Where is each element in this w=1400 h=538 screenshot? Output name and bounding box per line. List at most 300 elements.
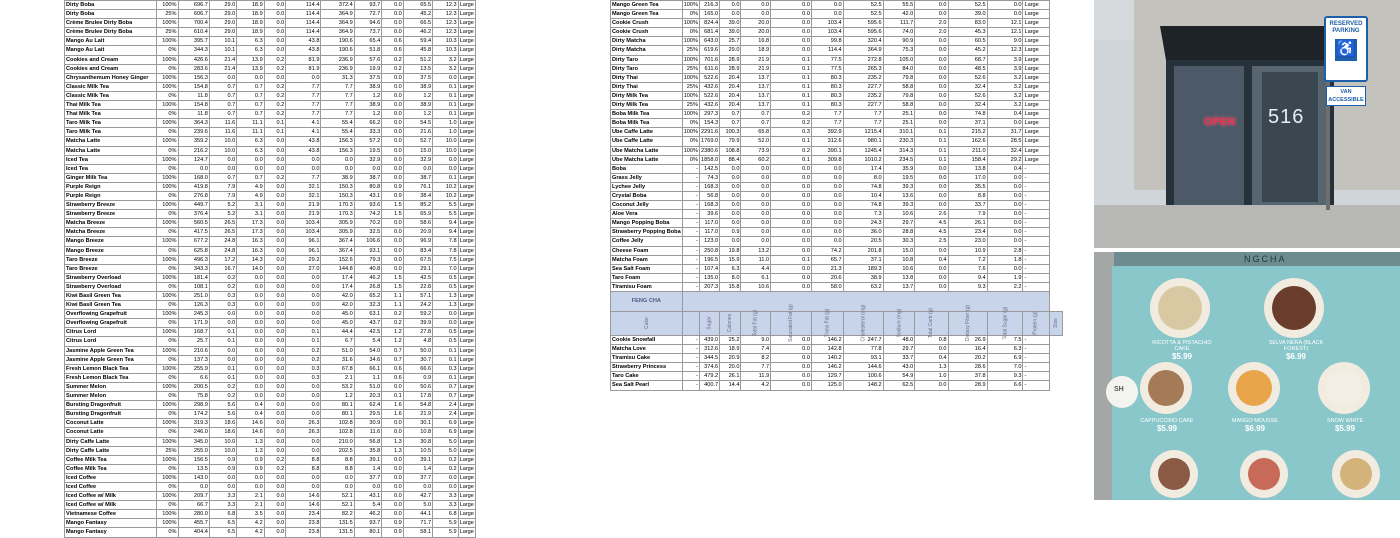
- value-cell: 0.0: [264, 346, 286, 355]
- value-cell: 0.4: [237, 410, 264, 419]
- value-cell: 7.7: [843, 110, 883, 119]
- value-cell: 80.1: [321, 410, 354, 419]
- value-cell: 5.0: [433, 437, 458, 446]
- value-cell: 57.2: [354, 137, 382, 146]
- value-cell: 2.4: [433, 410, 458, 419]
- value-cell: 426.6: [178, 55, 209, 64]
- value-cell: Large: [459, 147, 474, 154]
- item-name-cell: Sea Salt Pearl: [611, 381, 683, 390]
- value-cell: 0.0: [264, 528, 286, 537]
- value-cell: 39.0: [720, 28, 741, 37]
- value-cell: 26.5: [209, 228, 236, 237]
- value-cell: 13.9: [237, 55, 264, 64]
- value-cell: 611.6: [700, 64, 720, 73]
- value-cell: 0.0: [433, 155, 458, 164]
- value-cell: 0.0: [237, 301, 264, 310]
- value-cell: 0.0: [382, 146, 404, 155]
- value-cell: 200.5: [178, 382, 209, 391]
- value-cell: 93.6: [354, 201, 382, 210]
- value-cell: 137.3: [178, 355, 209, 364]
- value-cell: 0.0: [811, 10, 843, 19]
- left-table-row: [65, 337, 476, 346]
- value-cell: 8.0: [843, 173, 883, 182]
- value-cell: 21.9: [286, 210, 321, 219]
- value-cell: 7.7: [741, 363, 771, 372]
- cake-header-label: Sodium (mg): [895, 309, 902, 338]
- value-cell: 1.3: [237, 437, 264, 446]
- value-cell: 37.1: [843, 255, 883, 264]
- value-cell: 4.4: [741, 264, 771, 273]
- value-cell: 6.3: [237, 146, 264, 155]
- value-cell: 344.5: [700, 354, 720, 363]
- value-cell: 345.0: [178, 437, 209, 446]
- value-cell: 20.0: [720, 363, 741, 372]
- value-cell: 100%: [683, 56, 698, 63]
- menu-item-price: $5.99: [1171, 352, 1193, 361]
- value-cell: 32.5: [354, 228, 382, 237]
- value-cell: Large: [459, 138, 474, 145]
- value-cell: 0.1: [433, 346, 458, 355]
- value-cell: 10.6: [883, 210, 915, 219]
- left-table-row: [65, 91, 476, 100]
- value-cell: 0.0: [237, 273, 264, 282]
- value-cell: 3.2: [987, 101, 1023, 110]
- value-cell: 0.0: [237, 310, 264, 319]
- left-table-row: [65, 355, 476, 364]
- middle-table-row: [611, 28, 1063, 37]
- value-cell: 11.6: [209, 128, 236, 137]
- value-cell: 1.4: [354, 464, 382, 473]
- left-table-row: [65, 155, 476, 164]
- store-number-text: 516: [1268, 106, 1305, 128]
- value-cell: 32.1: [286, 182, 321, 191]
- value-cell: 0.0: [264, 228, 286, 237]
- item-name-cell: Iced Coffee: [65, 473, 157, 482]
- value-cell: 0.6: [382, 364, 404, 373]
- value-cell: 52.1: [321, 492, 354, 501]
- value-cell: 1.0: [433, 128, 458, 137]
- value-cell: 432.6: [700, 82, 720, 91]
- value-cell: 171.9: [178, 319, 209, 328]
- menu-item-snow-white: [1312, 418, 1378, 433]
- value-cell: 20.6: [811, 273, 843, 282]
- value-cell: 54.8: [403, 401, 432, 410]
- value-cell: Large: [459, 83, 474, 90]
- left-table-row: [65, 219, 476, 228]
- value-cell: 3.9: [987, 55, 1023, 64]
- value-cell: 0.0: [741, 228, 771, 237]
- cake-header-cell: [1023, 312, 1049, 336]
- item-name-cell: Dirty Matcha: [611, 37, 683, 46]
- value-cell: 0.0: [771, 164, 812, 173]
- item-name-cell: Boba Milk Tea: [611, 110, 683, 119]
- value-cell: 114.4: [286, 19, 321, 28]
- value-cell: 6.3: [237, 37, 264, 46]
- left-table-row: [65, 510, 476, 519]
- value-cell: 63.2: [843, 282, 883, 291]
- item-name-cell: Chrysanthemum Honey Ginger: [65, 73, 157, 82]
- value-cell: -: [682, 381, 699, 390]
- value-cell: Large: [459, 520, 474, 527]
- value-cell: 19.5: [354, 146, 382, 155]
- menu-item-price: $6.99: [1244, 424, 1266, 433]
- value-cell: 1.9: [987, 273, 1023, 282]
- cake-header-cell: [915, 308, 948, 339]
- value-cell: 0%: [156, 410, 178, 419]
- value-cell: 0.0: [811, 173, 843, 182]
- value-cell: 432.6: [700, 101, 720, 110]
- value-cell: 0.0: [237, 355, 264, 364]
- value-cell: 0.0: [771, 264, 812, 273]
- value-cell: 38.7: [354, 173, 382, 182]
- value-cell: 0.0: [264, 37, 286, 46]
- value-cell: 168.0: [178, 173, 209, 182]
- value-cell: 18.9: [720, 345, 741, 354]
- value-cell: 51.8: [354, 46, 382, 55]
- value-cell: 0%: [156, 319, 178, 328]
- value-cell: 0.0: [264, 182, 286, 191]
- value-cell: 0.7: [237, 91, 264, 100]
- value-cell: 0.0: [382, 255, 404, 264]
- value-cell: Large: [459, 202, 474, 209]
- value-cell: 0.1: [771, 64, 812, 73]
- value-cell: -: [682, 363, 699, 372]
- value-cell: 96.1: [286, 237, 321, 246]
- middle-table-row: [611, 119, 1063, 128]
- menu-item-cappuccino: [1134, 418, 1200, 433]
- value-cell: 0.0: [741, 210, 771, 219]
- value-cell: 56.8: [354, 437, 382, 446]
- value-cell: 100%: [156, 473, 178, 482]
- value-cell: 15.0: [403, 146, 432, 155]
- value-cell: 30.3: [883, 237, 915, 246]
- value-cell: 207.3: [700, 282, 720, 291]
- value-cell: 32.3: [354, 301, 382, 310]
- item-name-cell: Strawberry Popping Boba: [612, 229, 681, 236]
- left-table-row: [65, 82, 476, 91]
- middle-table-row: [611, 37, 1063, 46]
- value-cell: 216.2: [178, 146, 209, 155]
- value-cell: -: [682, 273, 699, 282]
- value-cell: 10.6: [741, 282, 771, 291]
- item-name-cell: Lychee Jelly: [611, 182, 683, 191]
- value-cell: 18.6: [209, 428, 236, 437]
- item-name-cell: Strawberry Breeze: [65, 201, 157, 210]
- value-cell: Large: [1023, 64, 1049, 73]
- value-cell: 10.0: [433, 146, 458, 155]
- value-cell: 68.7: [948, 55, 987, 64]
- value-cell: Large: [459, 329, 474, 336]
- value-cell: 0%: [156, 246, 178, 255]
- value-cell: 140.2: [811, 354, 843, 363]
- value-cell: 22.8: [403, 282, 432, 291]
- value-cell: 17.8: [403, 392, 432, 401]
- item-name-cell: Dirty Milk Tea: [611, 101, 683, 110]
- value-cell: 0.2: [209, 382, 236, 391]
- value-cell: 80.3: [811, 82, 843, 91]
- value-cell: 40.8: [354, 264, 382, 273]
- value-cell: 0.0: [178, 164, 209, 173]
- left-table-row: [65, 246, 476, 255]
- value-cell: Large: [1023, 1, 1049, 10]
- value-cell: 0.0: [209, 346, 236, 355]
- cake-header-cell: [1049, 312, 1062, 336]
- value-cell: 62.4: [354, 401, 382, 410]
- value-cell: 0.0: [741, 219, 771, 228]
- value-cell: 0.0: [382, 473, 404, 482]
- value-cell: 0.0: [771, 191, 812, 200]
- value-cell: 7.7: [286, 110, 321, 119]
- item-name-cell: Dirty Taro: [611, 55, 683, 64]
- value-cell: Large: [1023, 91, 1049, 100]
- value-cell: 0.0: [264, 137, 286, 146]
- value-cell: 0.0: [987, 10, 1023, 19]
- value-cell: 364.9: [321, 10, 354, 19]
- value-cell: 100%: [156, 101, 178, 110]
- value-cell: 168.3: [700, 201, 720, 210]
- item-name-cell: Thai Milk Tea: [65, 101, 157, 110]
- value-cell: Large: [459, 456, 474, 463]
- value-cell: 0.0: [771, 10, 812, 19]
- value-cell: 0.0: [915, 10, 948, 19]
- value-cell: 0.0: [209, 310, 236, 319]
- item-name-cell: Classic Milk Tea: [65, 91, 157, 100]
- value-cell: Large: [459, 393, 474, 400]
- value-cell: 25%: [682, 101, 699, 110]
- value-cell: 73.9: [741, 146, 771, 155]
- value-cell: 93.1: [354, 246, 382, 255]
- value-cell: 376.4: [178, 210, 209, 219]
- value-cell: 298.9: [178, 401, 209, 410]
- value-cell: 32.4: [987, 146, 1023, 155]
- item-name-cell: Matcha Foam: [611, 255, 683, 264]
- value-cell: 0.9: [209, 464, 236, 473]
- value-cell: 390.1: [811, 146, 843, 155]
- value-cell: 55.4: [321, 119, 354, 128]
- value-cell: 37.7: [354, 473, 382, 482]
- value-cell: Large: [1023, 46, 1049, 55]
- value-cell: 7.7: [321, 82, 354, 91]
- value-cell: 0.2: [382, 55, 404, 64]
- value-cell: Large: [1023, 119, 1049, 128]
- middle-table-row: [611, 1, 1063, 10]
- value-cell: 58.8: [883, 82, 915, 91]
- value-cell: 2.6: [915, 210, 948, 219]
- value-cell: 100%: [156, 401, 178, 410]
- value-cell: 4.1: [286, 119, 321, 128]
- value-cell: 18.9: [741, 46, 771, 55]
- value-cell: 8.8: [948, 191, 987, 200]
- item-name-cell: Tiramisu Cake: [611, 354, 683, 363]
- item-name-cell: Mango Fantasy: [65, 519, 157, 528]
- value-cell: 0.0: [771, 182, 812, 191]
- value-cell: 17.2: [209, 255, 236, 264]
- value-cell: 10.3: [433, 46, 458, 55]
- value-cell: 0.0: [771, 201, 812, 210]
- value-cell: 0.0: [209, 155, 236, 164]
- middle-table-row: [611, 137, 1063, 146]
- value-cell: 0.0: [741, 201, 771, 210]
- item-name-cell: Jasmine Apple Green Tea: [65, 346, 157, 355]
- value-cell: 131.5: [321, 528, 354, 537]
- value-cell: 7.9: [209, 182, 236, 191]
- value-cell: 6.6: [987, 381, 1023, 390]
- value-cell: 0.0: [382, 482, 404, 491]
- value-cell: 11.0: [741, 255, 771, 264]
- cake-header-cell: [611, 312, 683, 336]
- value-cell: 51.0: [354, 382, 382, 391]
- value-cell: 0.0: [811, 201, 843, 210]
- value-cell: 0%: [156, 428, 178, 437]
- value-cell: 4.2: [237, 519, 264, 528]
- value-cell: 0.4: [237, 401, 264, 410]
- cake-header-label: Cholesterol (mg): [860, 305, 867, 342]
- menu-item-name: SNOW WHITE: [1326, 418, 1364, 424]
- value-cell: 824.4: [700, 19, 720, 28]
- value-cell: 16.7: [209, 264, 236, 273]
- value-cell: 0.1: [433, 373, 458, 382]
- value-cell: 6.8: [433, 510, 458, 519]
- value-cell: 235.2: [843, 91, 883, 100]
- value-cell: 4.5: [915, 219, 948, 228]
- left-table-row: [65, 419, 476, 428]
- value-cell: 0.7: [741, 119, 771, 128]
- menu-brand-text: NGCHA: [1244, 254, 1287, 264]
- value-cell: 2.8: [987, 246, 1023, 255]
- value-cell: Large: [459, 120, 474, 127]
- value-cell: 255.0: [178, 446, 209, 455]
- value-cell: 0%: [156, 210, 178, 219]
- wheelchair-icon: ♿: [1335, 39, 1357, 61]
- value-cell: 29.0: [720, 46, 741, 55]
- value-cell: 26.1: [948, 219, 987, 228]
- value-cell: 7.0: [433, 264, 458, 273]
- value-cell: 2.0: [915, 28, 948, 37]
- value-cell: 0.7: [720, 110, 741, 119]
- value-cell: 0.0: [209, 482, 236, 491]
- value-cell: Large: [1023, 146, 1049, 155]
- menu-brand: [1244, 254, 1287, 264]
- value-cell: 28.9: [720, 64, 741, 73]
- value-cell: 7.6: [948, 264, 987, 273]
- value-cell: 0.0: [720, 173, 741, 182]
- item-name-cell: Dirty Milk Tea: [611, 91, 683, 100]
- value-cell: 15.9: [720, 255, 741, 264]
- value-cell: 3.5: [237, 510, 264, 519]
- left-nutrition-sheet: [64, 0, 476, 536]
- value-cell: 135.0: [700, 273, 720, 282]
- value-cell: 0%: [156, 46, 178, 55]
- value-cell: 0.2: [264, 455, 286, 464]
- value-cell: 0.0: [915, 37, 948, 46]
- value-cell: 0.0: [771, 228, 812, 237]
- left-table-row: [65, 482, 476, 491]
- value-cell: 0.0: [382, 428, 404, 437]
- value-cell: 0.0: [771, 354, 812, 363]
- value-cell: 392.9: [811, 128, 843, 137]
- value-cell: 0.0: [433, 73, 458, 82]
- item-name-cell: Crème Brulee Dirty Boba: [65, 19, 157, 28]
- value-cell: -: [682, 372, 699, 381]
- left-table-row: [65, 282, 476, 291]
- value-cell: 168.3: [700, 182, 720, 191]
- value-cell: 79.3: [354, 255, 382, 264]
- item-name-cell: Fresh Lemon Black Tea: [65, 373, 157, 382]
- value-cell: 3.1: [237, 201, 264, 210]
- value-cell: 38.4: [403, 191, 432, 200]
- value-cell: 312.6: [811, 137, 843, 146]
- value-cell: 117.0: [700, 219, 720, 228]
- value-cell: 13.5: [403, 64, 432, 73]
- item-name-cell: Mango Green Tea: [611, 1, 683, 10]
- dessert-menu-photo: [1094, 252, 1400, 500]
- value-cell: 0.1: [433, 110, 458, 119]
- value-cell: Large: [459, 502, 474, 509]
- value-cell: 142.8: [811, 345, 843, 354]
- value-cell: 234.5: [883, 155, 915, 164]
- value-cell: 114.4: [286, 28, 321, 37]
- value-cell: 25%: [682, 46, 699, 55]
- value-cell: 0.0: [382, 228, 404, 237]
- value-cell: 1.0: [915, 372, 948, 381]
- item-name-cell: Crystal Boba: [611, 191, 683, 200]
- value-cell: 312.6: [700, 345, 720, 354]
- cake-header-cell: [700, 312, 720, 336]
- value-cell: 0.7: [237, 101, 264, 110]
- value-cell: 0%: [156, 264, 178, 273]
- value-cell: 0.0: [771, 282, 812, 291]
- value-cell: 419.8: [178, 182, 209, 191]
- value-cell: 114.4: [286, 1, 321, 10]
- middle-table-row: [611, 219, 1063, 228]
- value-cell: 80.3: [811, 73, 843, 82]
- value-cell: 6.7: [321, 337, 354, 346]
- value-cell: 4.5: [915, 228, 948, 237]
- value-cell: 65.7: [811, 255, 843, 264]
- value-cell: 45.3: [948, 28, 987, 37]
- value-cell: 100%: [683, 20, 698, 27]
- value-cell: 6.9: [433, 419, 458, 428]
- value-cell: 0.0: [237, 337, 264, 346]
- value-cell: 20.4: [720, 101, 741, 110]
- value-cell: Large: [459, 183, 474, 190]
- value-cell: 0.2: [209, 273, 236, 282]
- left-table-row: [65, 55, 476, 64]
- value-cell: 44.1: [403, 510, 432, 519]
- value-cell: 28.8: [883, 228, 915, 237]
- value-cell: 29.0: [209, 28, 236, 37]
- item-name-cell: Kiwi Basil Green Tea: [65, 292, 157, 301]
- value-cell: 0.1: [771, 137, 812, 146]
- left-table-row: [65, 228, 476, 237]
- value-cell: 108.8: [720, 146, 741, 155]
- cake-table-row: [611, 363, 1063, 372]
- value-cell: 190.6: [321, 37, 354, 46]
- left-table-row: [65, 101, 476, 110]
- value-cell: 13.2: [741, 246, 771, 255]
- value-cell: 25%: [156, 446, 178, 455]
- value-cell: 227.7: [843, 101, 883, 110]
- value-cell: 2.1: [237, 492, 264, 501]
- cake-header-label: Saturated Fat (g): [787, 304, 794, 343]
- cake-table-row: [611, 336, 1063, 345]
- item-name-cell: Crème Brulee Dirty Boba: [65, 28, 157, 37]
- value-cell: 0.2: [771, 146, 812, 155]
- item-name-cell: Coconut Latte: [65, 419, 157, 428]
- value-cell: 0.6: [382, 373, 404, 382]
- value-cell: 0%: [156, 392, 178, 401]
- value-cell: 0%: [156, 337, 178, 346]
